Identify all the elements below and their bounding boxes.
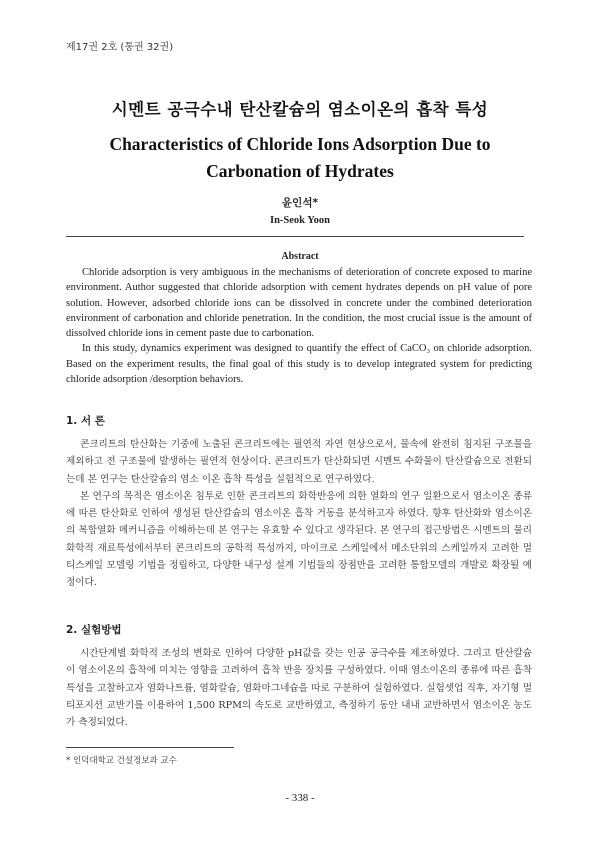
author-affiliation-footnote: * 인덕대학교 건설정보과 교수 xyxy=(66,756,177,766)
footnote-divider xyxy=(66,747,234,748)
section-introduction xyxy=(66,413,532,592)
english-title-line-2: Carbonation of Hydrates xyxy=(206,161,394,181)
english-title-line-1: Characteristics of Chloride Ions Adsorption Due to xyxy=(109,134,491,154)
author-english-name: In-Seok Yoon xyxy=(269,215,330,226)
abstract-paragraph: Chloride adsorption is very ambiguous in the mechanisms of deterioration of concrete exposed to marine environment. Author suggested that chloride adsorption with cement hydrates depends on pH value of pore solution. However, adsorbed chloride ions can be dissolved in concrete under the combined deterioration environment of carbonation and chloride penetration. In the condition, the most crucial issue is the amount of dissolved chloride ions in cement paste due to carbonation. xyxy=(66,267,532,340)
section-body xyxy=(66,436,532,592)
author-korean-name: 윤인석* xyxy=(282,197,318,209)
section-methods xyxy=(66,622,532,731)
abstract-body xyxy=(66,265,532,387)
body-paragraph: 본 연구의 목적은 염소이온 침투로 인한 콘크리트의 화학반응에 의한 열화의 연구 일환으로서 염소이온 종류에 따른 탄산화로 인하여 생성된 탄산칼슘의 염소이온 흡착 거동을 분석하고자 하였다. 향후 탄산화와 염소이온의 복합열화 메커니즘을 이해하는데 본 연구는 유효할 수 있다고 생각된다. 본 연구의 접근방법은 시멘트의 물리화학적 재료특성에서부터 콘크리트의 공학적 특성까지, 마이크로 스케일에서 메소단위의 스케일까지 고려한 멀티스케일 모델링 기법을 정립하고, 다양한 내구성 설계 기법들의 장점만을 고려한 통합모델의 개발로 확장될 예정이다. xyxy=(66,490,532,589)
section-heading: 1. 서 론 xyxy=(66,415,105,427)
journal-issue-info: 제17권 2호 (통권 32권) xyxy=(66,42,174,53)
section-heading: 2. 실험방법 xyxy=(66,624,122,636)
title-divider xyxy=(66,236,524,237)
abstract-paragraph: In this study, dynamics experiment was designed to quantify the effect of CaCO₃ on chloride adsorption. Based on the experiment results, the final goal of this study is to develop integrated system for predicting chloride adsorption /desorption behaviors. xyxy=(66,343,532,386)
korean-title: 시멘트 공극수내 탄산칼슘의 염소이온의 흡착 특성 xyxy=(111,100,489,119)
section-body xyxy=(66,645,532,731)
body-paragraph: 시간단계별 화학적 조성의 변화로 인하여 다양한 pH값을 갖는 인공 공극수를 제조하였다. 그리고 탄산칼슘이 염소이온의 흡착에 미치는 영향을 고려하여 흡착 반응 장치를 구성하였다. 이때 염소이온의 종류에 따른 흡착 특성을 고찰하고자 염화나트륨, 염화칼슘, 염화마그네슘을 따로 구분하여 실험하였다. 실험셋업 직후, 자기형 멀티포지션 교반기를 이용하여 1,500 RPM의 속도로 교반하였고, 측정하기 동안 내내 교반하면서 염소이온 농도가 측정되었다. xyxy=(66,648,532,729)
english-title xyxy=(0,131,600,185)
page-number: - 338 - xyxy=(285,792,315,804)
abstract-heading: Abstract xyxy=(281,251,319,262)
body-paragraph: 콘크리트의 탄산화는 기중에 노출된 콘크리트에는 필연적 자연 현상으로서, 물속에 완전히 침지된 구조물을 제외하고 전 구조물에 발생하는 필연적 현상이다. 콘크리트가 탄산화되면 시멘트 수화물이 탄산칼슘으로 전환되는데 본 연구는 탄산칼슘의 염소 이온 흡착 특성을 실험적으로 연구하였다. xyxy=(66,439,532,485)
